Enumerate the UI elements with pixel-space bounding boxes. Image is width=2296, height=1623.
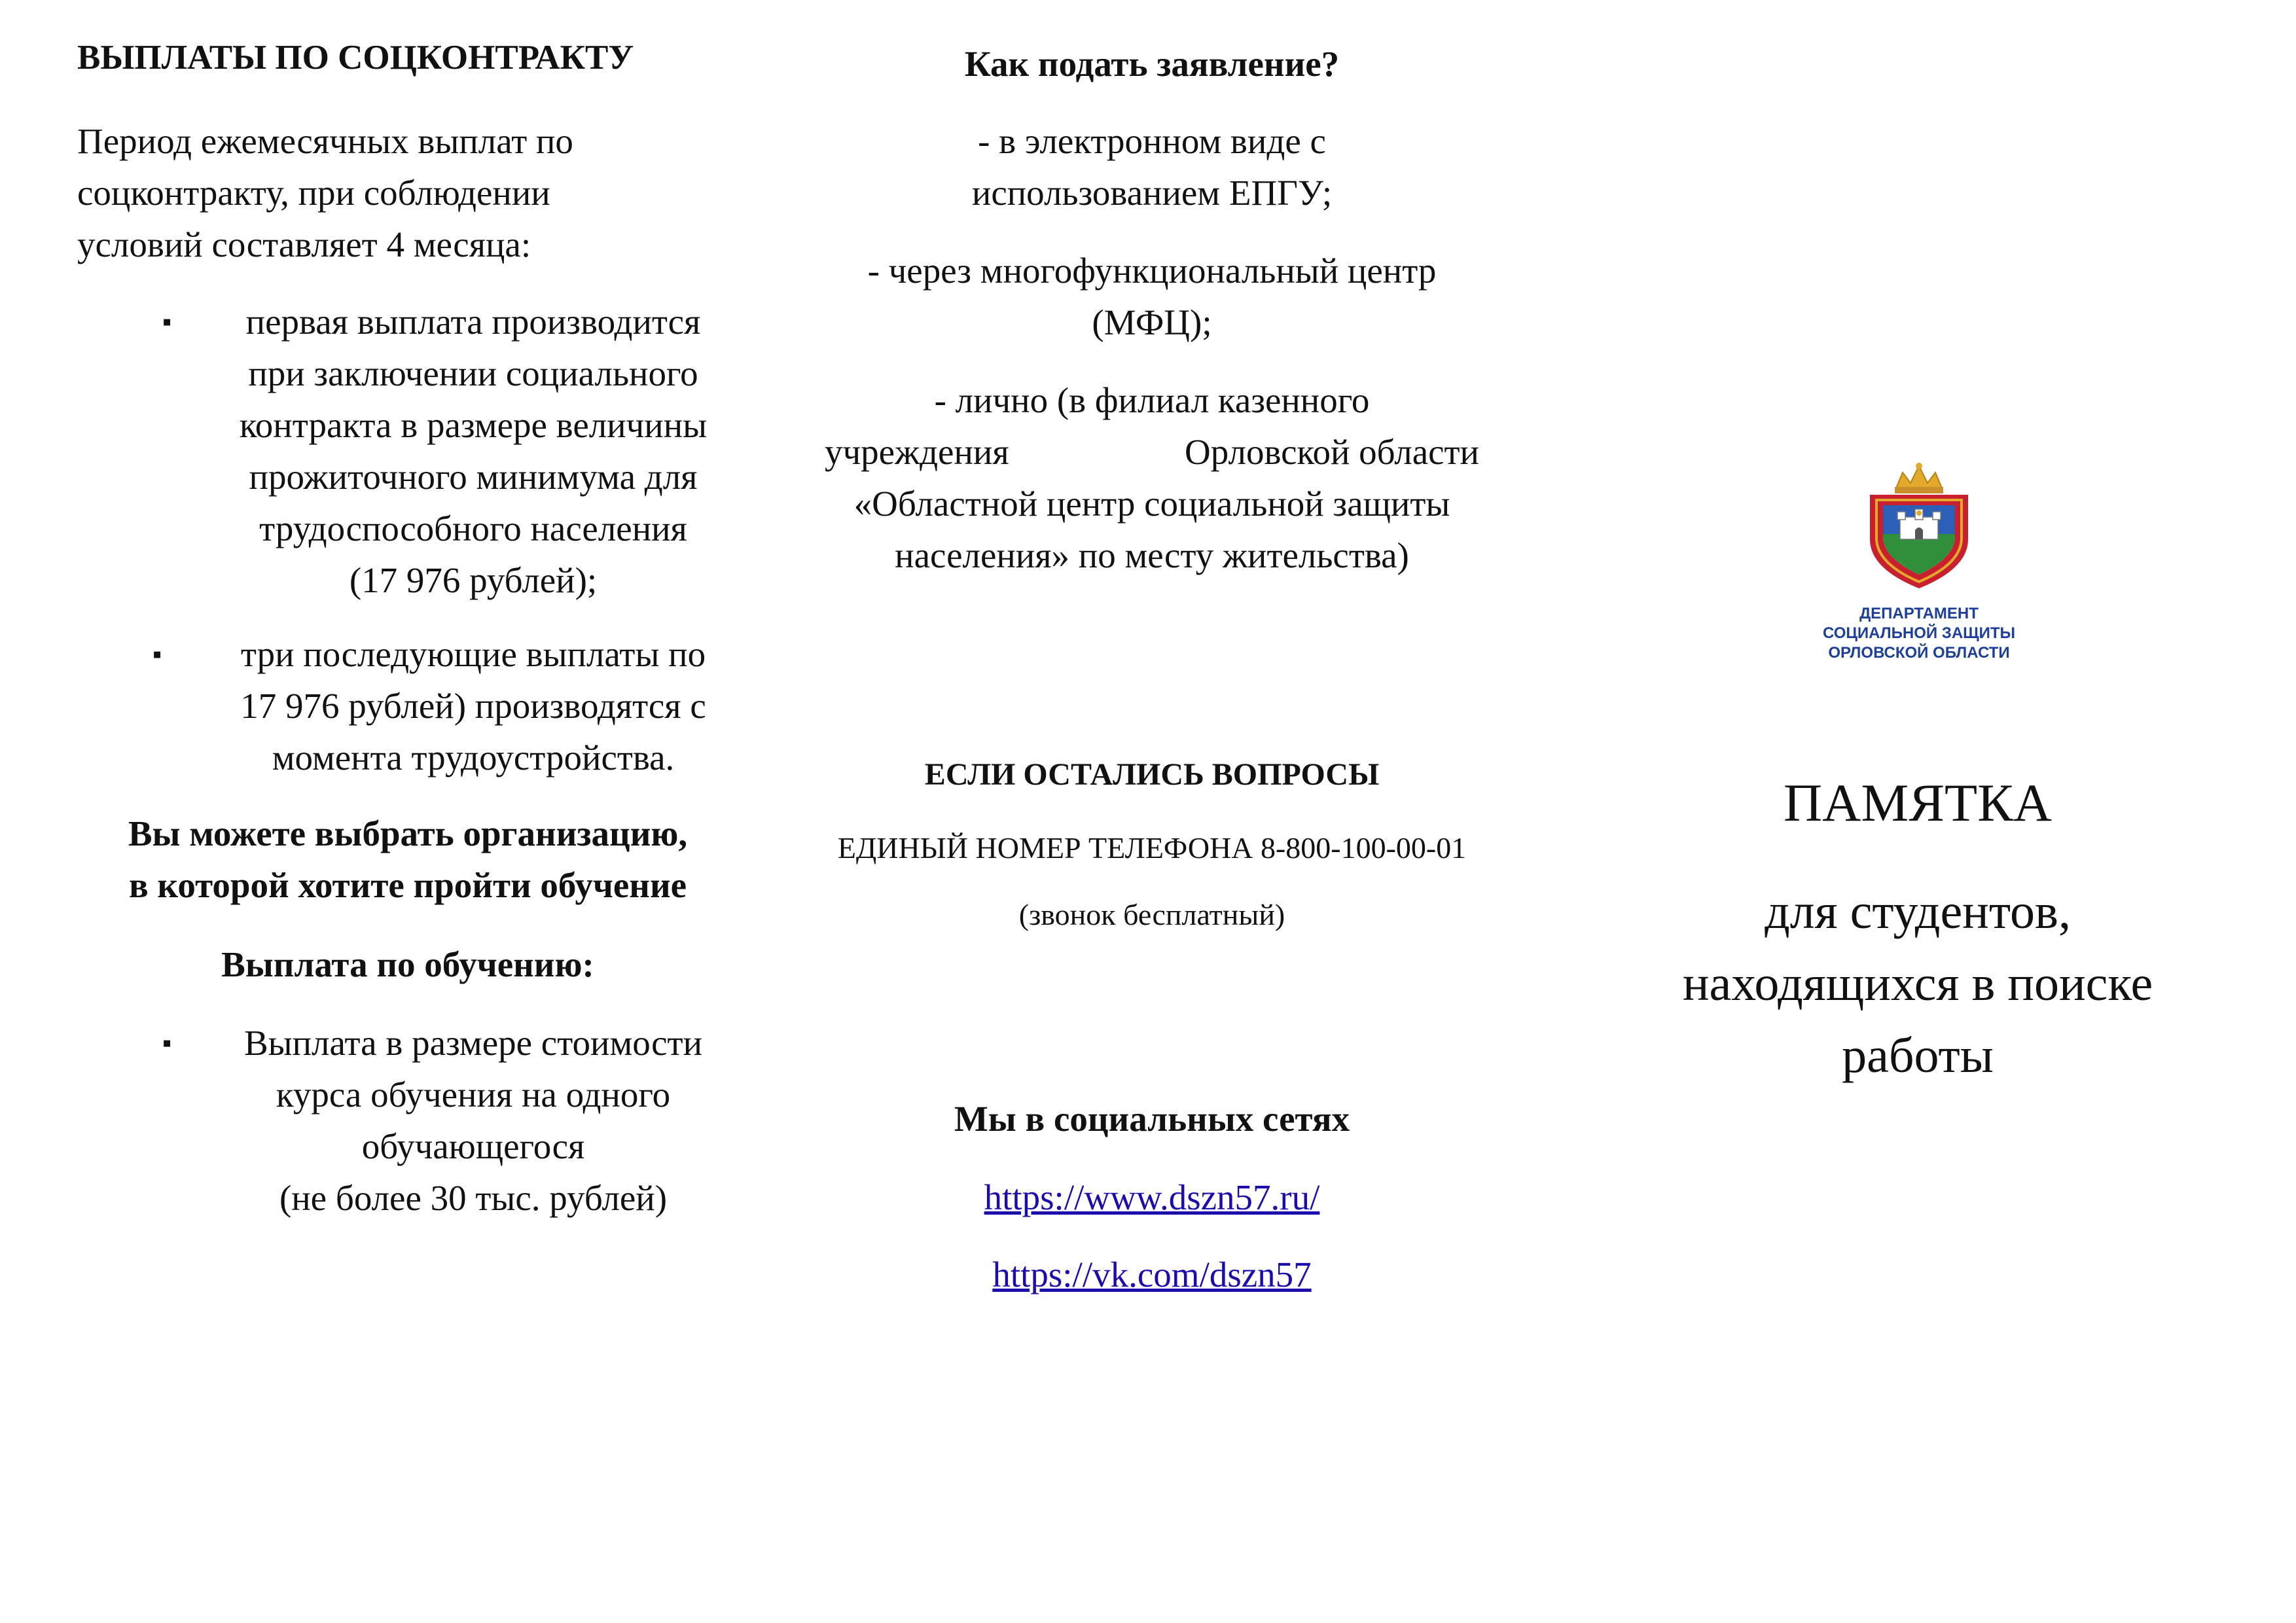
bullet-line: момента трудоустройства. bbox=[272, 738, 675, 777]
coat-of-arms-icon bbox=[1857, 461, 1981, 592]
bullet-line: курса обучения на одного bbox=[276, 1075, 671, 1115]
how-to-apply-heading: Как подать заявление? bbox=[964, 44, 1340, 84]
bullet-line: (не более 30 тыс. рублей) bbox=[279, 1178, 668, 1218]
bullet-line: первая выплата производится bbox=[245, 302, 701, 342]
department-name-line: СОЦИАЛЬНОЙ ЗАЩИТЫ bbox=[1822, 624, 2016, 642]
first-payment-item bbox=[162, 296, 791, 606]
square-bullet-icon: ▪ bbox=[162, 1028, 172, 1058]
apply-line: - через многофункциональный центр bbox=[867, 251, 1437, 291]
apply-word: учреждения bbox=[825, 432, 1009, 472]
training-payment-item bbox=[162, 1017, 791, 1224]
hotline-free-note: (звонок бесплатный) bbox=[1018, 898, 1285, 931]
apply-option-in-person bbox=[812, 374, 1492, 581]
brochure-subtitle bbox=[1584, 876, 2251, 1092]
training-payment-heading: Выплата по обучению: bbox=[221, 944, 594, 984]
website-link[interactable]: https://www.dszn57.ru/ bbox=[984, 1177, 1320, 1217]
apply-line bbox=[812, 426, 1492, 478]
square-bullet-icon: ▪ bbox=[162, 307, 172, 336]
payments-intro bbox=[77, 115, 738, 270]
subtitle-line: находящихся в поиске bbox=[1682, 956, 2153, 1011]
note-line: Вы можете выбрать организацию, bbox=[128, 813, 688, 853]
hotline-phone: ЕДИНЫЙ НОМЕР ТЕЛЕФОНА 8-800-100-00-01 bbox=[837, 831, 1467, 865]
vk-link-row bbox=[812, 1249, 1492, 1300]
apply-option-epgu bbox=[812, 115, 1492, 219]
bullet-line: контракта в размере величины bbox=[239, 405, 708, 445]
department-logo bbox=[1821, 461, 2017, 663]
brochure-title: ПАМЯТКА bbox=[1783, 773, 2053, 832]
apply-line: использованием ЕПГУ; bbox=[971, 173, 1333, 213]
apply-line: (МФЦ); bbox=[1092, 302, 1212, 342]
intro-line: соцконтракту, при соблюдении bbox=[77, 173, 550, 213]
bullet-line: прожиточного минимума для bbox=[249, 457, 698, 497]
note-line: в которой хотите пройти обучение bbox=[128, 865, 687, 905]
square-bullet-icon: ▪ bbox=[152, 639, 162, 669]
apply-line: - в электронном виде с bbox=[978, 121, 1326, 161]
payments-heading: ВЫПЛАТЫ ПО СОЦКОНТРАКТУ bbox=[77, 39, 634, 77]
subtitle-line: работы bbox=[1842, 1028, 1994, 1083]
bullet-line: Выплата в размере стоимости bbox=[243, 1023, 703, 1063]
department-name-line: ДЕПАРТАМЕНТ bbox=[1859, 605, 1979, 622]
vk-link[interactable]: https://vk.com/dszn57 bbox=[992, 1255, 1312, 1294]
department-name-line: ОРЛОВСКОЙ ОБЛАСТИ bbox=[1828, 644, 2010, 662]
choose-organization-note bbox=[77, 808, 738, 911]
website-link-row bbox=[812, 1171, 1492, 1223]
subtitle-line: для студентов, bbox=[1765, 884, 2071, 939]
apply-line: населения» по месту жительства) bbox=[895, 535, 1409, 575]
social-networks-heading: Мы в социальных сетях bbox=[954, 1099, 1350, 1139]
bullet-line: при заключении социального bbox=[248, 353, 698, 393]
intro-line: Период ежемесячных выплат по bbox=[77, 121, 573, 161]
apply-line: «Областной центр социальной защиты bbox=[853, 484, 1450, 524]
questions-heading: ЕСЛИ ОСТАЛИСЬ ВОПРОСЫ bbox=[924, 757, 1380, 792]
apply-option-mfc bbox=[812, 245, 1492, 348]
apply-line: - лично (в филиал казенного bbox=[934, 380, 1370, 420]
apply-word: Орловской области bbox=[1185, 432, 1479, 472]
department-name bbox=[1821, 604, 2017, 663]
bullet-line: три последующие выплаты по bbox=[240, 634, 706, 674]
bullet-line: обучающегося bbox=[361, 1126, 585, 1166]
bullet-line: трудоспособного населения bbox=[259, 508, 687, 548]
intro-line: условий составляет 4 месяца: bbox=[77, 224, 531, 264]
bullet-line: 17 976 рублей) производятся с bbox=[240, 686, 706, 726]
next-payments-item bbox=[152, 628, 791, 783]
bullet-line: (17 976 рублей); bbox=[349, 560, 598, 600]
